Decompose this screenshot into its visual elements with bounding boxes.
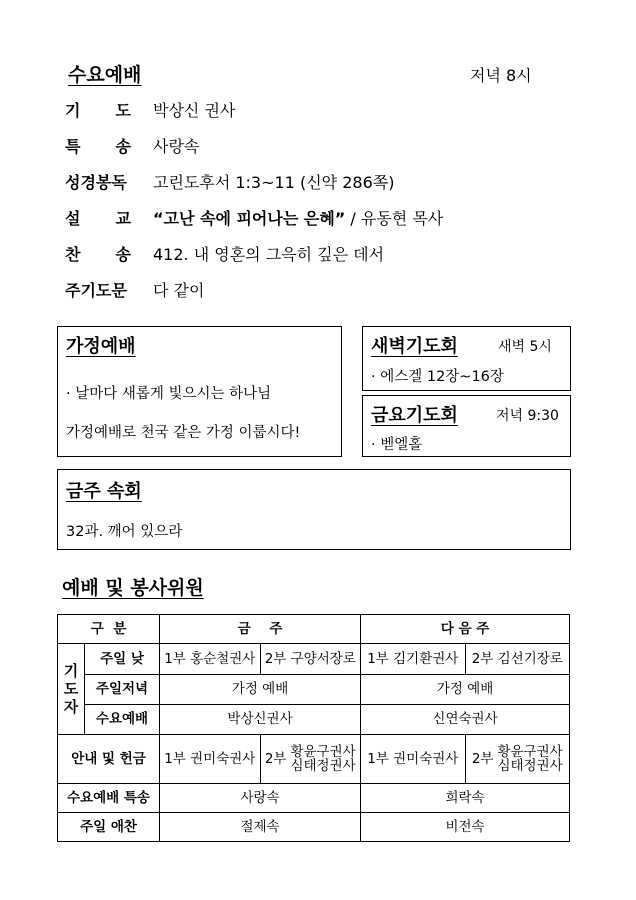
friday-prayer-text: · 벧엘홀	[371, 437, 423, 453]
table-header-row	[58, 615, 570, 644]
this-week-cell: 박상신권사	[160, 705, 361, 735]
cell-meeting-text: 32과. 깨어 있으라	[66, 524, 183, 540]
wednesday-row-scripture	[65, 170, 394, 193]
next-week-cell: 비전속	[361, 813, 570, 842]
row-label: 주일 애찬	[58, 813, 160, 842]
table-row	[58, 644, 570, 675]
wednesday-row-prayer	[65, 98, 235, 121]
wednesday-title: 수요예배	[68, 64, 142, 86]
row-value	[153, 206, 443, 229]
row-value: 사랑속	[153, 137, 200, 156]
family-worship-box	[57, 326, 342, 457]
family-worship-line2: 가정예배로 천국 같은 가정 이룹시다!	[66, 425, 301, 441]
committee-title: 예배 및 봉사위원	[62, 577, 204, 599]
preacher: / 유동현 목사	[345, 209, 444, 228]
row-label: 수요예배	[85, 705, 160, 735]
row-label: 주기도문	[65, 281, 127, 300]
row-label: 주일 낮	[85, 644, 160, 675]
this-week-cell: 1부 홍순철권사 2부 구양서장로	[160, 644, 361, 675]
next-week-cell: 1부 권미숙권사 2부 황윤구권사 심태정권사	[361, 735, 570, 784]
next-week-cell: 신연숙권사	[361, 705, 570, 735]
this-week-cell: 가정 예배	[160, 675, 361, 705]
wednesday-row-hymn	[65, 242, 384, 265]
next-week-cell: 1부 김기환권사 2부 김선기장로	[361, 644, 570, 675]
row-label: 안내 및 헌금	[58, 735, 160, 784]
row-label: 설 교	[65, 209, 131, 228]
row-label: 특 송	[65, 137, 131, 156]
table-row	[58, 735, 570, 784]
friday-prayer-time: 저녁 9:30	[496, 408, 559, 424]
header-category: 구 분	[58, 615, 160, 644]
next-week-cell: 가정 예배	[361, 675, 570, 705]
this-week-cell: 사랑속	[160, 784, 361, 813]
prayer-leader-label: 기 도 자	[58, 644, 85, 735]
sermon-title: “고난 속에 피어나는 은혜”	[153, 209, 346, 228]
row-label: 성경봉독	[65, 173, 127, 192]
dawn-prayer-box	[362, 326, 571, 391]
next-week-cell: 희락속	[361, 784, 570, 813]
dawn-prayer-text: · 에스겔 12장~16장	[371, 369, 504, 385]
cell-meeting-box	[57, 469, 571, 550]
row-value: 다 같이	[153, 281, 205, 300]
friday-prayer-title: 금요기도회	[371, 405, 458, 426]
wednesday-row-sermon	[65, 206, 443, 229]
table-row	[58, 784, 570, 813]
wednesday-row-lords-prayer	[65, 278, 204, 301]
header-this-week: 금 주	[160, 615, 361, 644]
family-worship-title: 가정예배	[66, 336, 136, 357]
row-label: 수요예배 특송	[58, 784, 160, 813]
friday-prayer-box	[362, 395, 571, 457]
dawn-prayer-title: 새벽기도회	[371, 336, 458, 357]
family-worship-line1: · 날마다 새롭게 빛으시는 하나님	[66, 386, 272, 402]
table-row	[58, 675, 570, 705]
row-value: 412. 내 영혼의 그윽히 깊은 데서	[153, 245, 385, 264]
table-row	[58, 813, 570, 842]
wednesday-time: 저녁 8시	[470, 66, 532, 85]
row-label: 찬 송	[65, 245, 131, 264]
cell-meeting-title: 금주 속회	[66, 481, 142, 502]
row-label: 주일저녁	[85, 675, 160, 705]
row-value: 박상신 권사	[153, 101, 236, 120]
table-row	[58, 705, 570, 735]
row-value: 고린도후서 1:3~11 (신약 286쪽)	[153, 173, 395, 192]
wednesday-row-special-song	[65, 134, 199, 157]
this-week-cell: 절제속	[160, 813, 361, 842]
header-next-week: 다 음 주	[361, 615, 570, 644]
this-week-cell: 1부 권미숙권사 2부 황윤구권사 심태정권사	[160, 735, 361, 784]
committee-table	[57, 614, 570, 842]
dawn-prayer-time: 새벽 5시	[498, 339, 552, 355]
row-label: 기 도	[65, 101, 131, 120]
